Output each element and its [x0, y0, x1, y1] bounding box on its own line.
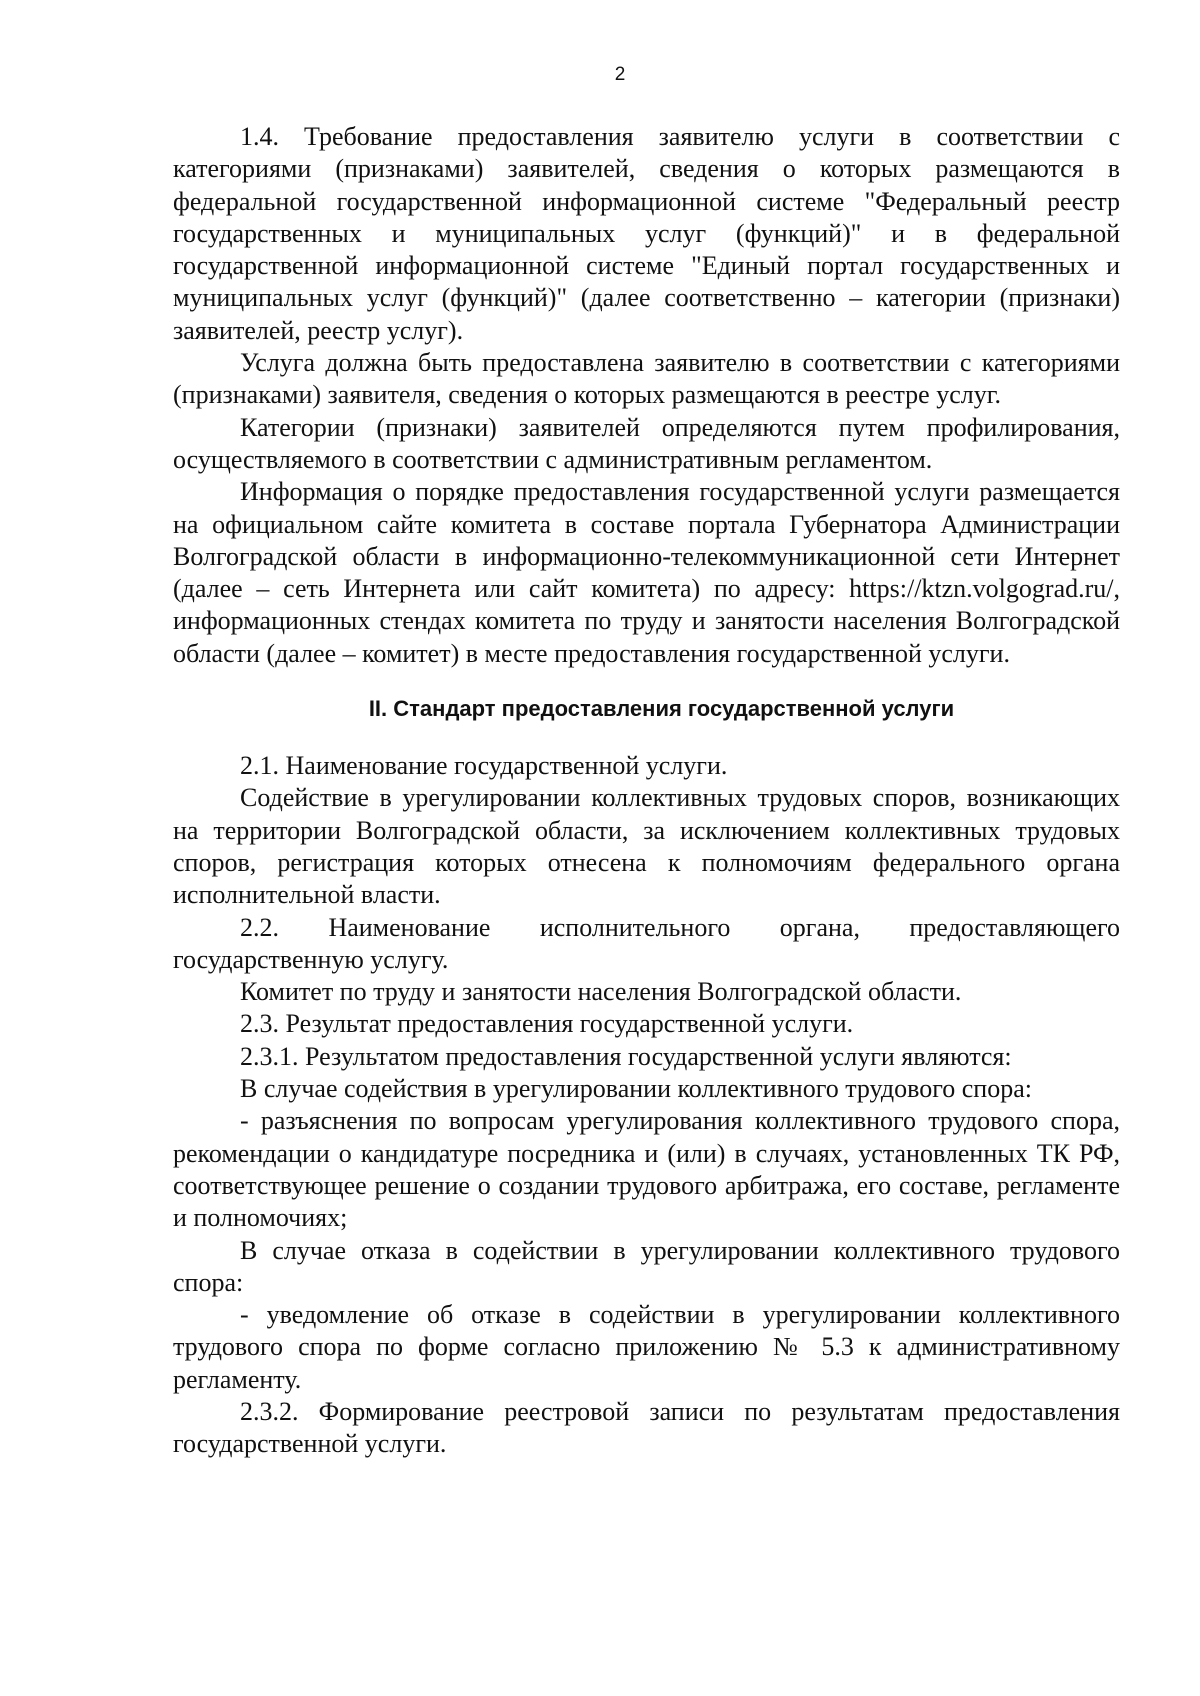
paragraph-2-2: 2.2. Наименование исполнительного органа, предоставляющего государственную услугу.: [173, 912, 1120, 974]
paragraph-assistance-description: Содействие в урегулировании коллективных трудовых споров, возникающих на территории Волгоградской области, за исключением коллективных трудовых споров, регистрация которых отнесена к полномочиям федерального органа исполнительной власти.: [173, 783, 1120, 910]
document-body: [173, 121, 1120, 1461]
paragraph-applicant-categories: Категории (признаки) заявителей определяются путем профилирования, осуществляемого в соответствии с административным регламентом.: [173, 412, 1120, 474]
paragraph-refusal-notice: - уведомление об отказе в содействии в урегулировании коллективного трудового спора по форме согласно приложению № 5.3 к административному регламенту.: [173, 1300, 1120, 1394]
paragraph-1-4: 1.4. Требование предоставления заявителю услуги в соответствии с категориями (признаками) заявителей, сведения о которых размещаются в федеральной государственной информационной системе "Федеральный реестр государственных и муниципальных услуг (функций)" и в федеральной государственной информационной системе "Единый портал государственных и муниципальных услуг (функций)" (далее соответственно – категории (признаки) заявителей, реестр услуг).: [173, 122, 1120, 345]
paragraph-2-1: 2.1. Наименование государственной услуги.: [240, 751, 728, 781]
paragraph-2-3-1: 2.3.1. Результатом предоставления государственной услуги являются:: [240, 1041, 1012, 1071]
paragraph-assistance-case: В случае содействия в урегулировании коллективного трудового спора:: [240, 1074, 1032, 1104]
page-number: 2: [614, 64, 626, 85]
paragraph-refusal-case: В случае отказа в содействии в урегулировании коллективного трудового спора:: [173, 1235, 1120, 1297]
paragraph-2-3-2: 2.3.2. Формирование реестровой записи по результатам предоставления государственной услуги.: [173, 1396, 1120, 1459]
paragraph-information-order: Информация о порядке предоставления государственной услуги размещается на официальном сайте комитета в составе портала Губернатора Администрации Волгоградской области в информационно-телекоммуникационной сети Интернет (далее – сеть Интернета или сайт комитета) по адресу: https://ktzn.volgograd.ru/, информационных стендах комитета по труду и занятости населения Волгоградской области (далее – комитет) в месте предоставления государственной услуги.: [173, 477, 1120, 668]
paragraph-service-provision: Услуга должна быть предоставлена заявителю в соответствии с категориями (признаками) заявителя, сведения о которых размещаются в реестре услуг.: [173, 348, 1120, 410]
paragraph-clarifications: - разъяснения по вопросам урегулирования коллективного трудового спора, рекомендации о кандидатуре посредника и (или) в случаях, установленных ТК РФ, соответствующее решение о создании трудового арбитража, его составе, регламенте и полномочиях;: [173, 1106, 1120, 1233]
paragraph-2-3: 2.3. Результат предоставления государственной услуги.: [240, 1009, 854, 1039]
section-heading-standard: II. Стандарт предоставления государственной услуги: [368, 696, 955, 722]
paragraph-committee-name: Комитет по труду и занятости населения Волгоградской области.: [240, 977, 962, 1007]
